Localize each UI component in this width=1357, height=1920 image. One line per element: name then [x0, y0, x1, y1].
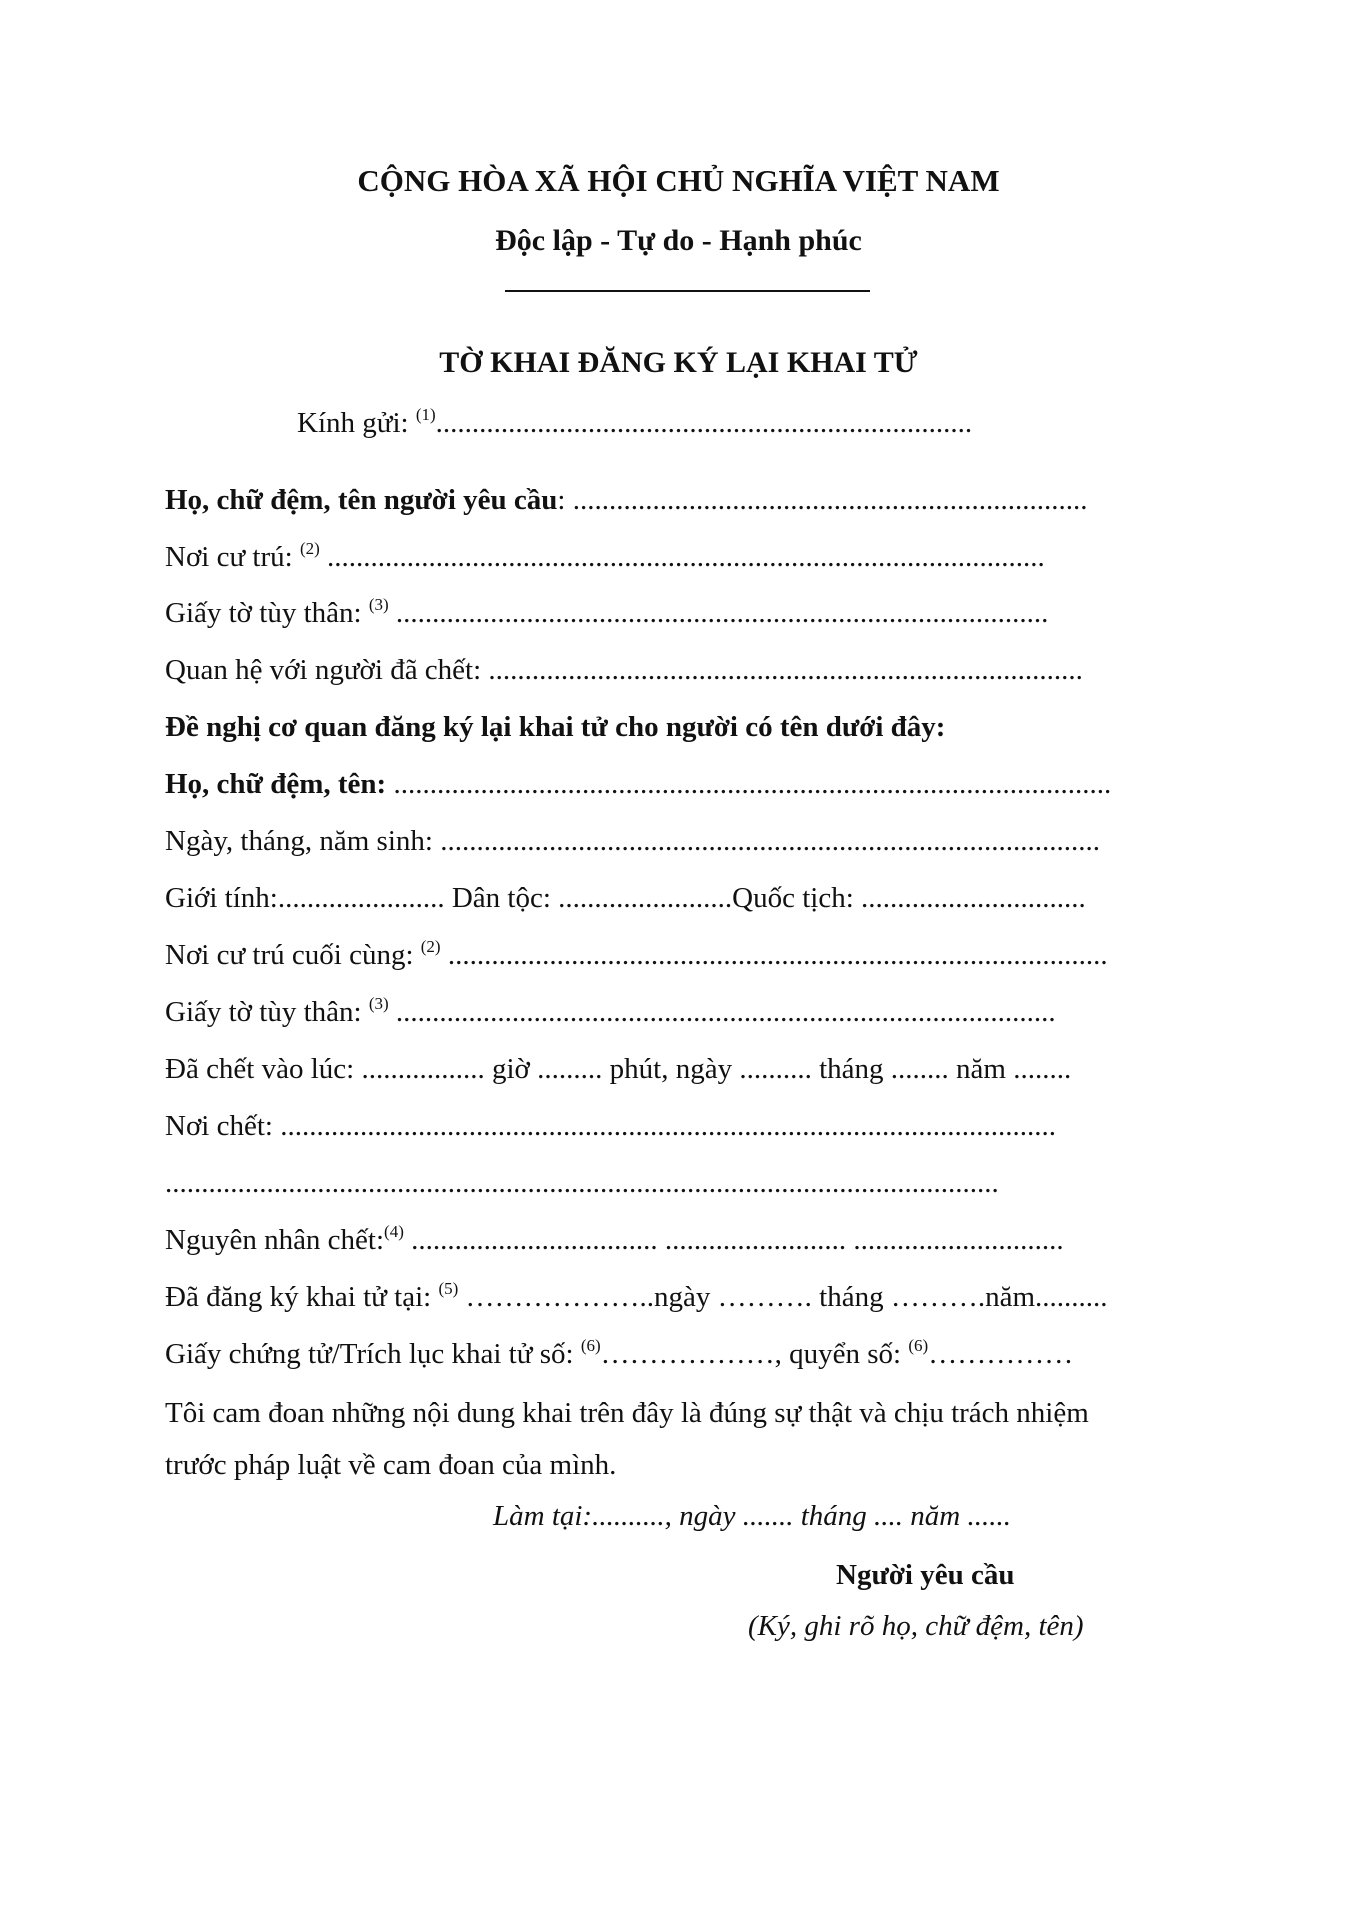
- death-place-continuation: [165, 1165, 999, 1201]
- month-label: tháng: [819, 1053, 884, 1085]
- id-doc-note: (3): [368, 595, 389, 614]
- cause-label: Nguyên nhân chết:: [165, 1224, 385, 1256]
- death-place-field[interactable]: ...........................................................................................................: [280, 1110, 1056, 1142]
- residence-field[interactable]: ...................................................................................................: [327, 541, 1045, 573]
- registered-label: Đã đăng ký khai tử tại:: [165, 1281, 432, 1313]
- last-residence-line: [165, 937, 1108, 973]
- death-place-line: [165, 1108, 1056, 1144]
- requester-name-label: Họ, chữ đệm, tên người yêu cầu: [165, 484, 558, 516]
- ethnicity-label: Dân tộc:: [451, 882, 551, 914]
- minute-day-label: phút, ngày: [609, 1053, 733, 1085]
- death-time-field-year[interactable]: ........: [1013, 1053, 1072, 1085]
- death-time-field-day[interactable]: ..........: [739, 1053, 812, 1085]
- form-title: TỜ KHAI ĐĂNG KÝ LẠI KHAI TỬ: [439, 346, 918, 379]
- certificate-field[interactable]: ………………, quyển số:: [600, 1338, 902, 1370]
- gender-label: Giới tính:: [165, 882, 278, 914]
- cause-note: (4): [384, 1222, 404, 1241]
- relation-field[interactable]: ..................................................................................: [488, 654, 1083, 686]
- addressee-note: (1): [415, 405, 436, 424]
- pledge-line-2: trước pháp luật về cam đoan của mình.: [165, 1449, 617, 1481]
- deceased-name-field[interactable]: ...................................................................................................: [393, 768, 1112, 800]
- addressee-line: [297, 405, 972, 441]
- last-residence-note: (2): [420, 937, 441, 956]
- deceased-id-field[interactable]: ...........................................................................................: [395, 996, 1056, 1028]
- deceased-name-label: Họ, chữ đệm, tên:: [165, 768, 387, 800]
- death-time-field-time[interactable]: .................: [361, 1053, 485, 1085]
- id-doc-label: Giấy tờ tùy thân:: [165, 597, 362, 629]
- place-date-line: Làm tại:.........., ngày ....... tháng .... năm ......: [493, 1500, 1011, 1532]
- registered-note: (5): [438, 1279, 459, 1298]
- relation-label: Quan hệ với người đã chết:: [165, 654, 482, 686]
- signer-instruction: (Ký, ghi rõ họ, chữ đệm, tên): [748, 1610, 1084, 1642]
- signer-title: Người yêu cầu: [836, 1559, 1015, 1591]
- death-time-field-month[interactable]: ........: [890, 1053, 949, 1085]
- death-time-line: [165, 1051, 1071, 1087]
- gender-ethnicity-line: [165, 880, 1086, 916]
- death-place-field-2[interactable]: ...................................................................................................................: [165, 1167, 999, 1199]
- request-statement-text: Đề nghị cơ quan đăng ký lại khai tử cho người có tên dưới đây:: [165, 711, 946, 743]
- ethnicity-field[interactable]: ........................: [558, 882, 733, 914]
- requester-name-field[interactable]: : .......................................................................: [557, 484, 1088, 516]
- death-time-label: Đã chết vào lúc:: [165, 1053, 355, 1085]
- year-label: năm: [956, 1053, 1006, 1085]
- deceased-name-line: [165, 766, 1111, 802]
- country-heading: CỘNG HÒA XÃ HỘI CHỦ NGHĨA VIỆT NAM: [357, 163, 1000, 198]
- registered-line: [165, 1279, 1108, 1315]
- certificate-label: Giấy chứng tử/Trích lục khai tử số:: [165, 1338, 574, 1370]
- registered-field[interactable]: ………………..ngày ………. tháng ……….năm..........: [465, 1281, 1108, 1313]
- book-field[interactable]: ……………: [928, 1338, 1074, 1370]
- residence-line: [165, 539, 1045, 575]
- addressee-field[interactable]: ..........................................................................: [435, 407, 973, 439]
- addressee-label: Kính gửi:: [297, 407, 409, 439]
- certificate-line: [165, 1336, 1073, 1372]
- motto-heading: Độc lập - Tự do - Hạnh phúc: [495, 224, 862, 257]
- requester-name-line: [165, 482, 1087, 518]
- deceased-id-label: Giấy tờ tùy thân:: [165, 996, 362, 1028]
- book-note: (6): [908, 1336, 929, 1355]
- residence-note: (2): [299, 539, 320, 558]
- hour-label: giờ: [491, 1053, 530, 1085]
- last-residence-field[interactable]: ...........................................................................................: [447, 939, 1108, 971]
- id-doc-field[interactable]: ..........................................................................................: [395, 597, 1049, 629]
- pledge-line-1: Tôi cam đoan những nội dung khai trên đây là đúng sự thật và chịu trách nhiệm: [165, 1397, 1089, 1429]
- certificate-note: (6): [580, 1336, 601, 1355]
- cause-line: [165, 1222, 1064, 1258]
- request-statement: [165, 709, 945, 745]
- nationality-field[interactable]: ...............................: [861, 882, 1086, 914]
- death-place-label: Nơi chết:: [165, 1110, 273, 1142]
- last-residence-label: Nơi cư trú cuối cùng:: [165, 939, 414, 971]
- relation-line: [165, 652, 1083, 688]
- residence-label: Nơi cư trú:: [165, 541, 293, 573]
- id-doc-line: [165, 595, 1048, 631]
- deceased-id-note: (3): [368, 994, 389, 1013]
- nationality-label: Quốc tịch:: [732, 882, 854, 914]
- deceased-id-line: [165, 994, 1056, 1030]
- dob-label: Ngày, tháng, năm sinh:: [165, 825, 433, 857]
- death-time-field-hour[interactable]: .........: [537, 1053, 603, 1085]
- gender-field[interactable]: .......................: [277, 882, 445, 914]
- cause-field[interactable]: .................................. ......................... .............................: [411, 1224, 1064, 1256]
- dob-line: [165, 823, 1100, 859]
- heading-underline: [505, 290, 870, 292]
- dob-field[interactable]: ...........................................................................................: [440, 825, 1100, 857]
